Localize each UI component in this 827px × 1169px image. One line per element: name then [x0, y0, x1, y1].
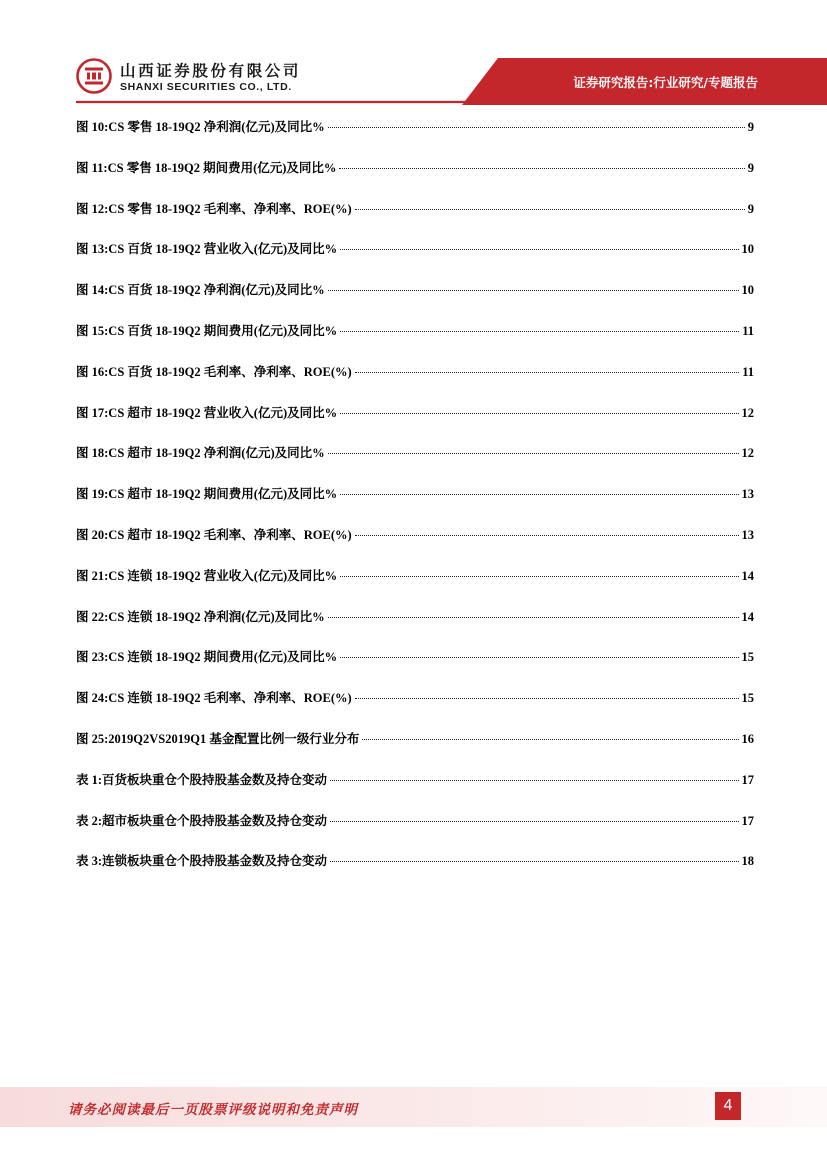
- toc-leader-dots: [328, 290, 739, 291]
- toc-entry-label: 图 19:CS 超市 18-19Q2 期间费用(亿元)及同比%: [76, 487, 338, 502]
- toc-entry-page: 11: [742, 323, 754, 338]
- toc-entry-page: 18: [741, 854, 754, 869]
- toc-leader-dots: [355, 698, 739, 699]
- toc-leader-dots: [340, 249, 738, 250]
- toc-entry-label: 图 25:2019Q2VS2019Q1 基金配置比例一级行业分布: [76, 731, 360, 746]
- toc-entry-page: 15: [741, 650, 754, 665]
- toc-entry-label: 图 16:CS 百货 18-19Q2 毛利率、净利率、ROE(%): [76, 364, 352, 379]
- toc-entry-label: 图 24:CS 连锁 18-19Q2 毛利率、净利率、ROE(%): [76, 691, 352, 706]
- toc-entry-label: 图 22:CS 连锁 18-19Q2 净利润(亿元)及同比%: [76, 609, 325, 624]
- toc-entry-label: 图 13:CS 百货 18-19Q2 营业收入(亿元)及同比%: [76, 242, 338, 257]
- toc-entry[interactable]: [76, 238, 754, 279]
- company-logo-icon: [76, 58, 112, 94]
- toc-entry[interactable]: [76, 320, 754, 361]
- page-header: [0, 0, 827, 105]
- toc-entry-label: 图 12:CS 零售 18-19Q2 毛利率、净利率、ROE(%): [76, 201, 352, 216]
- toc-leader-dots: [330, 821, 738, 822]
- toc-entry-label: 图 21:CS 连锁 18-19Q2 营业收入(亿元)及同比%: [76, 568, 338, 583]
- toc-entry[interactable]: [76, 728, 754, 769]
- toc-leader-dots: [355, 372, 739, 373]
- toc-entry-page: 9: [747, 120, 754, 134]
- toc-leader-dots: [355, 209, 745, 210]
- toc-entry[interactable]: [76, 361, 754, 402]
- toc-entry-label: 图 17:CS 超市 18-19Q2 营业收入(亿元)及同比%: [76, 405, 338, 420]
- toc-entry-page: 16: [741, 731, 754, 746]
- toc-entry[interactable]: [76, 279, 754, 320]
- toc-leader-dots: [330, 861, 738, 862]
- toc-entry[interactable]: [76, 646, 754, 687]
- toc-entry-page: 10: [741, 242, 754, 257]
- company-name-en: SHANXI SECURITIES CO., LTD.: [120, 81, 292, 93]
- page-number: 4: [715, 1092, 741, 1120]
- page-footer: [0, 1087, 827, 1127]
- toc-entry-page: 12: [741, 405, 754, 420]
- toc-entry-page: 15: [741, 691, 754, 706]
- toc-entry-page: 10: [741, 283, 754, 298]
- toc-leader-dots: [340, 494, 738, 495]
- toc-entry-page: 17: [741, 772, 754, 787]
- toc-entry[interactable]: [76, 687, 754, 728]
- toc-leader-dots: [340, 331, 739, 332]
- toc-entry[interactable]: [76, 116, 754, 157]
- toc-leader-dots: [328, 617, 739, 618]
- toc-entry-page: 13: [741, 527, 754, 542]
- toc-leader-dots: [328, 127, 745, 128]
- toc-leader-dots: [328, 453, 739, 454]
- company-name-cn: 山西证券股份有限公司: [120, 62, 302, 80]
- toc-entry[interactable]: [76, 606, 754, 647]
- toc-entry-label: 图 23:CS 连锁 18-19Q2 期间费用(亿元)及同比%: [76, 650, 338, 665]
- toc-entry-label: 表 1:百货板块重仓个股持股基金数及持仓变动: [76, 772, 328, 787]
- toc-entry-page: 14: [741, 609, 754, 624]
- toc-entry[interactable]: [76, 565, 754, 606]
- toc-entry-label: 图 10:CS 零售 18-19Q2 净利润(亿元)及同比%: [76, 120, 325, 134]
- toc-entry[interactable]: [76, 157, 754, 198]
- toc-entry-label: 表 2:超市板块重仓个股持股基金数及持仓变动: [76, 813, 328, 828]
- toc-entry-page: 12: [741, 446, 754, 461]
- toc-entry[interactable]: [76, 402, 754, 443]
- toc-entry-page: 13: [741, 487, 754, 502]
- toc-entry-page: 14: [741, 568, 754, 583]
- toc-entry-page: 11: [742, 364, 754, 379]
- toc-leader-dots: [362, 739, 738, 740]
- toc-entry-label: 表 3:连锁板块重仓个股持股基金数及持仓变动: [76, 854, 328, 869]
- toc-entry-page: 17: [741, 813, 754, 828]
- toc-leader-dots: [340, 413, 738, 414]
- toc-entry-label: 图 14:CS 百货 18-19Q2 净利润(亿元)及同比%: [76, 283, 325, 298]
- table-of-contents: [76, 116, 754, 891]
- toc-leader-dots: [340, 657, 738, 658]
- toc-entry[interactable]: [76, 442, 754, 483]
- toc-entry-label: 图 11:CS 零售 18-19Q2 期间费用(亿元)及同比%: [76, 160, 337, 175]
- toc-entry[interactable]: [76, 810, 754, 851]
- toc-entry[interactable]: [76, 769, 754, 810]
- toc-entry-label: 图 20:CS 超市 18-19Q2 毛利率、净利率、ROE(%): [76, 527, 352, 542]
- toc-leader-dots: [355, 535, 739, 536]
- toc-entry-label: 图 15:CS 百货 18-19Q2 期间费用(亿元)及同比%: [76, 323, 338, 338]
- toc-entry[interactable]: [76, 524, 754, 565]
- toc-entry-page: 9: [747, 201, 754, 216]
- report-type: 证券研究报告:行业研究/专题报告: [573, 75, 758, 90]
- disclaimer-text: 请务必阅读最后一页股票评级说明和免责声明: [68, 1102, 358, 1118]
- toc-entry[interactable]: [76, 850, 754, 891]
- toc-entry-label: 图 18:CS 超市 18-19Q2 净利润(亿元)及同比%: [76, 446, 325, 461]
- toc-leader-dots: [330, 780, 738, 781]
- toc-leader-dots: [340, 576, 738, 577]
- toc-entry-page: 9: [747, 160, 754, 175]
- toc-entry[interactable]: [76, 483, 754, 524]
- toc-leader-dots: [339, 168, 744, 169]
- toc-entry[interactable]: [76, 198, 754, 239]
